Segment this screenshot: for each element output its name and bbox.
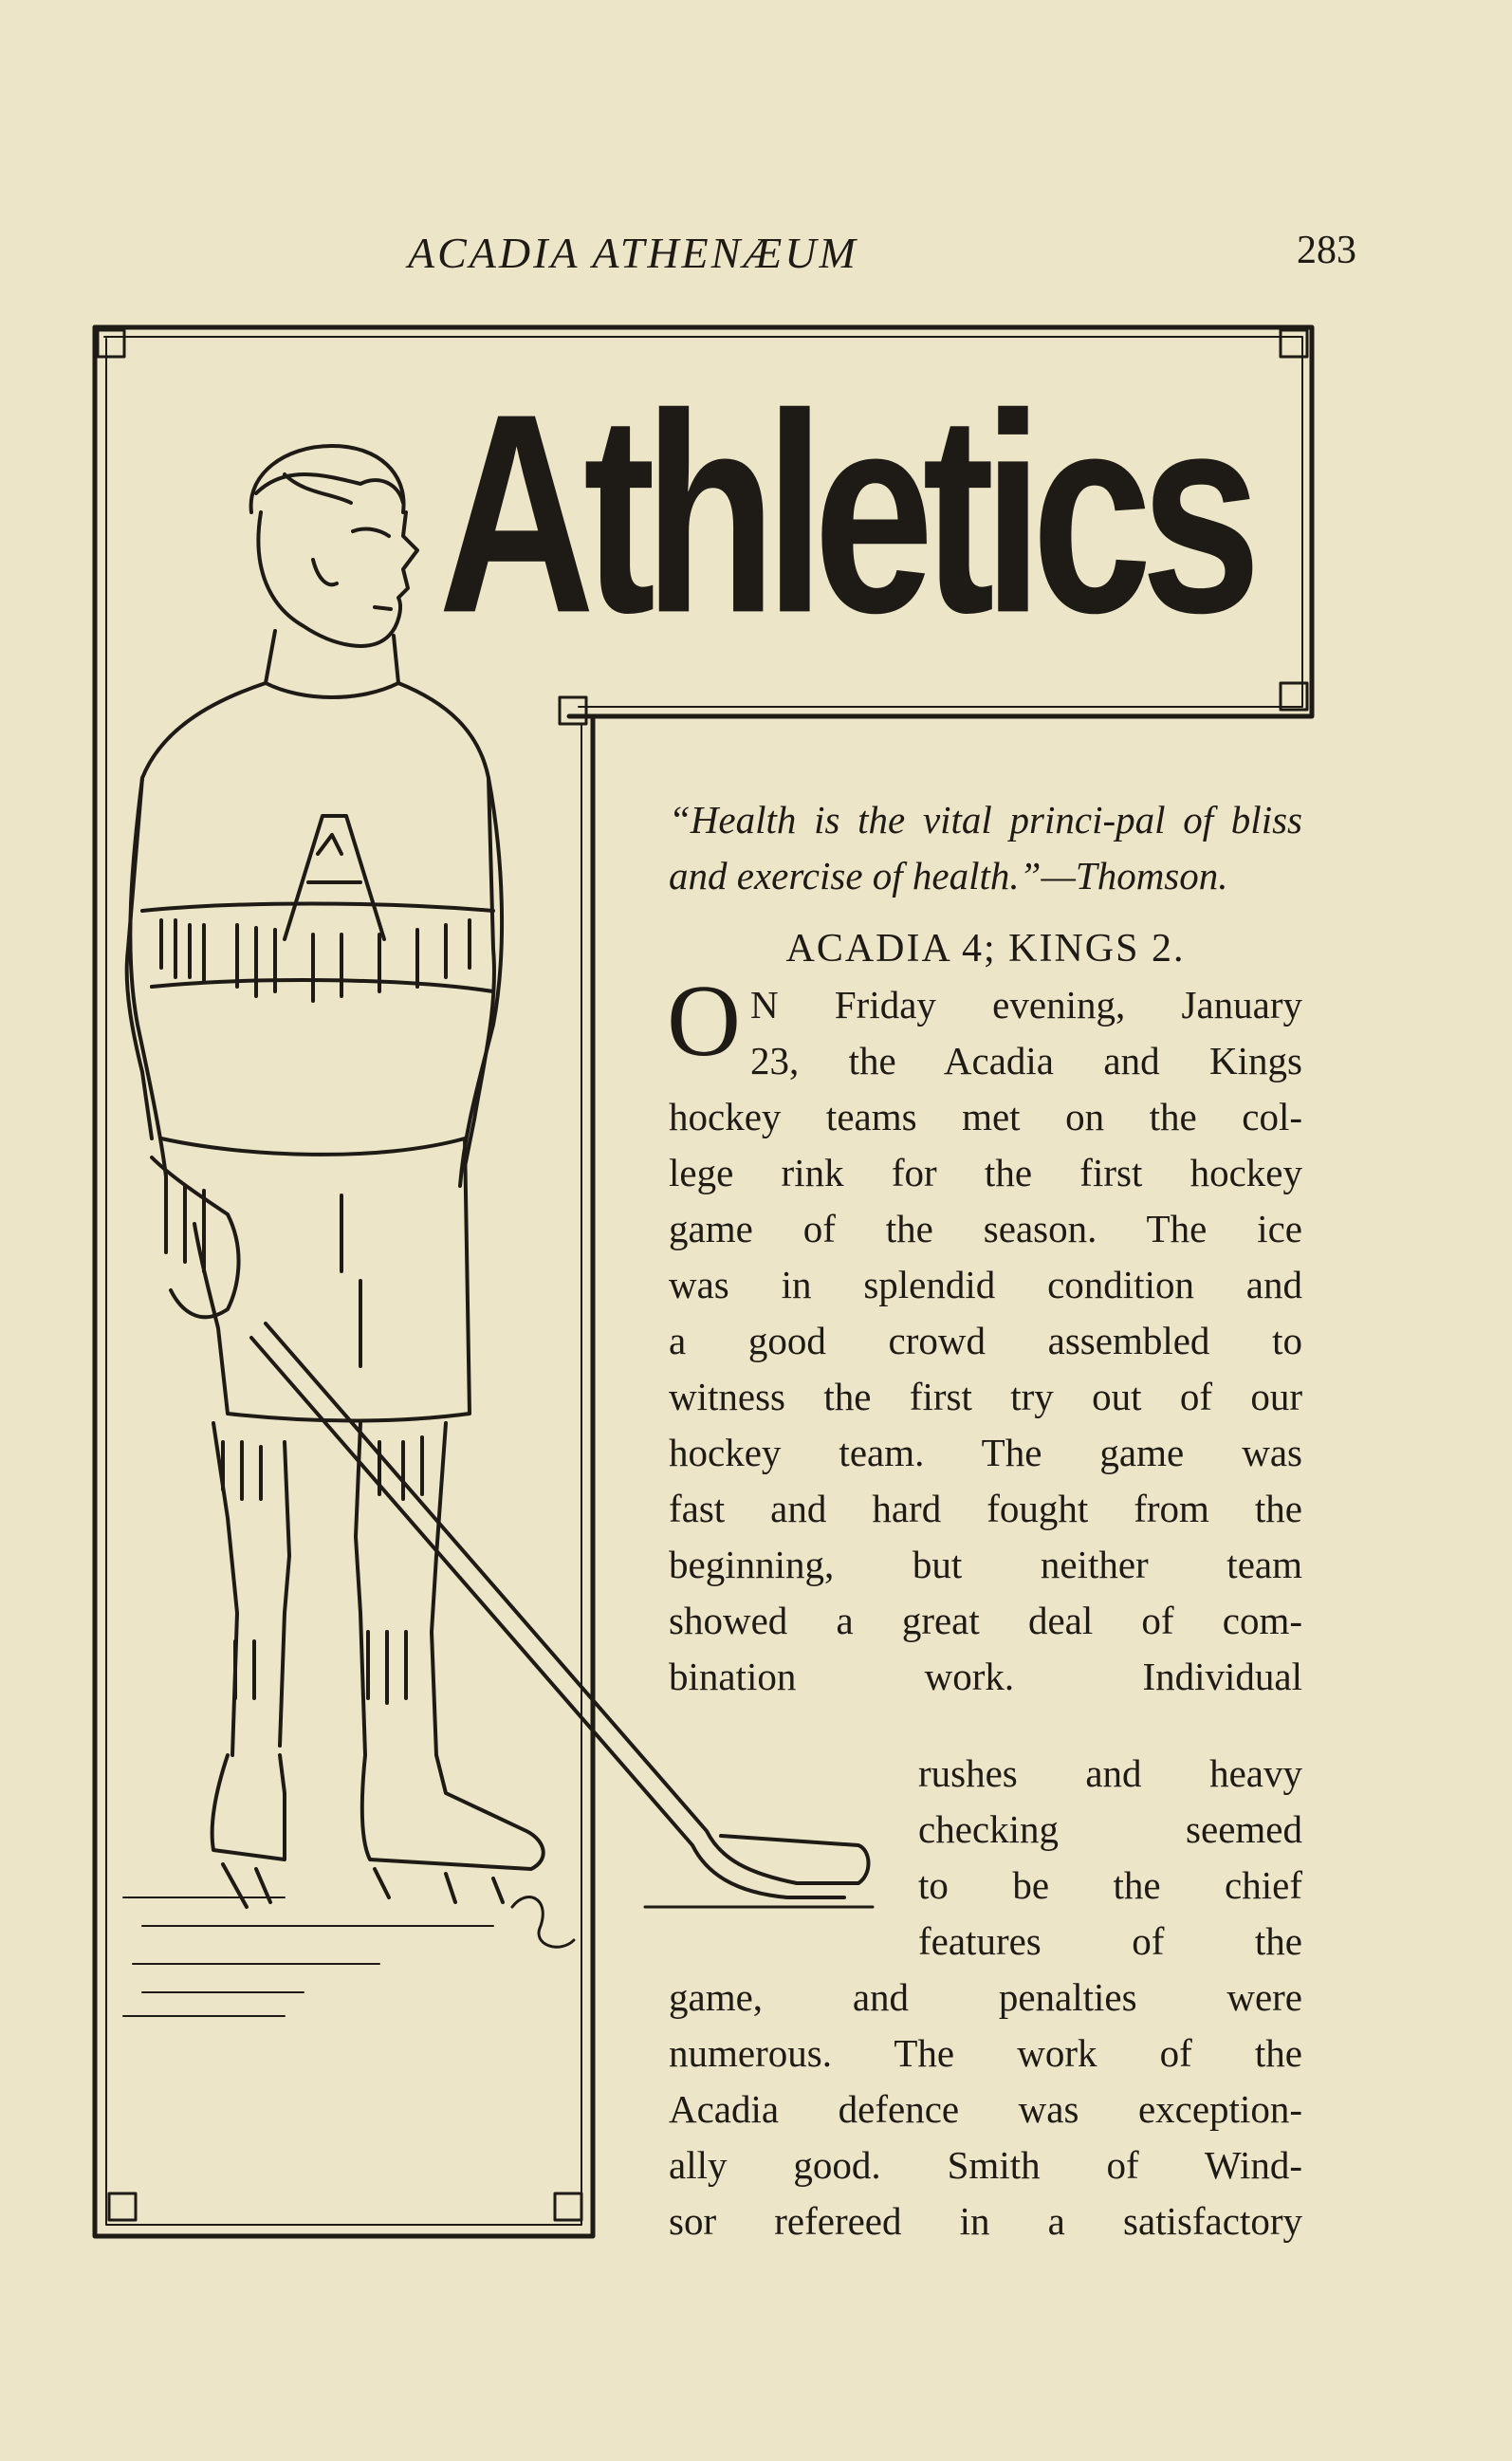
article-body-narrow: [918, 1746, 1302, 1970]
article-column: [669, 792, 1302, 1705]
article-body-wide: [667, 965, 1302, 1705]
text-line: numerous. The work of the: [669, 2031, 1302, 2075]
text-line: game of the season. The ice: [669, 1207, 1302, 1250]
text-line: rushes and heavy: [918, 1751, 1302, 1795]
text-line: bination work. Individual: [669, 1655, 1302, 1698]
running-head: ACADIA ATHENÆUM: [408, 229, 858, 277]
text-line: a good crowd assembled to: [669, 1319, 1302, 1362]
text-line: hockey teams met on the col-: [669, 1095, 1302, 1138]
text-line: was in splendid condition and: [669, 1263, 1302, 1306]
page-number: 283: [1297, 229, 1356, 272]
text-line: sor refereed in a satisfactory: [669, 2199, 1302, 2243]
text-line: Acadia defence was exception-: [669, 2087, 1302, 2131]
corner-ornament: [98, 330, 124, 357]
text-line: game, and penalties were: [669, 1975, 1302, 2019]
section-heading: ACADIA 4; KINGS 2.: [785, 927, 1186, 971]
corner-ornament: [555, 2193, 581, 2220]
text-line: to be the chief: [918, 1863, 1302, 1907]
page-title: Athletics: [438, 356, 1250, 673]
text-line: N Friday evening, January: [750, 983, 1302, 1027]
text-line: ally good. Smith of Wind-: [669, 2143, 1302, 2187]
text-line: fast and hard fought from the: [669, 1487, 1302, 1530]
text-line: 23, the Acadia and Kings: [750, 1039, 1302, 1082]
corner-ornament: [109, 2193, 136, 2220]
text-line: hockey team. The game was: [669, 1431, 1302, 1474]
article-body-bottom: [669, 1970, 1302, 2249]
drop-cap: O: [667, 965, 741, 1078]
text-line: features of the: [918, 1919, 1302, 1963]
text-line: checking seemed: [918, 1807, 1302, 1851]
epigraph: “Health is the vital princi-pal of bliss and exercise of health.”—Thomson.: [669, 798, 1302, 897]
text-line: lege rink for the first hockey: [669, 1151, 1302, 1194]
text-line: showed a great deal of com-: [669, 1599, 1302, 1642]
text-line: beginning, but neither team: [669, 1543, 1302, 1586]
text-line: witness the first try out of our: [669, 1375, 1302, 1418]
